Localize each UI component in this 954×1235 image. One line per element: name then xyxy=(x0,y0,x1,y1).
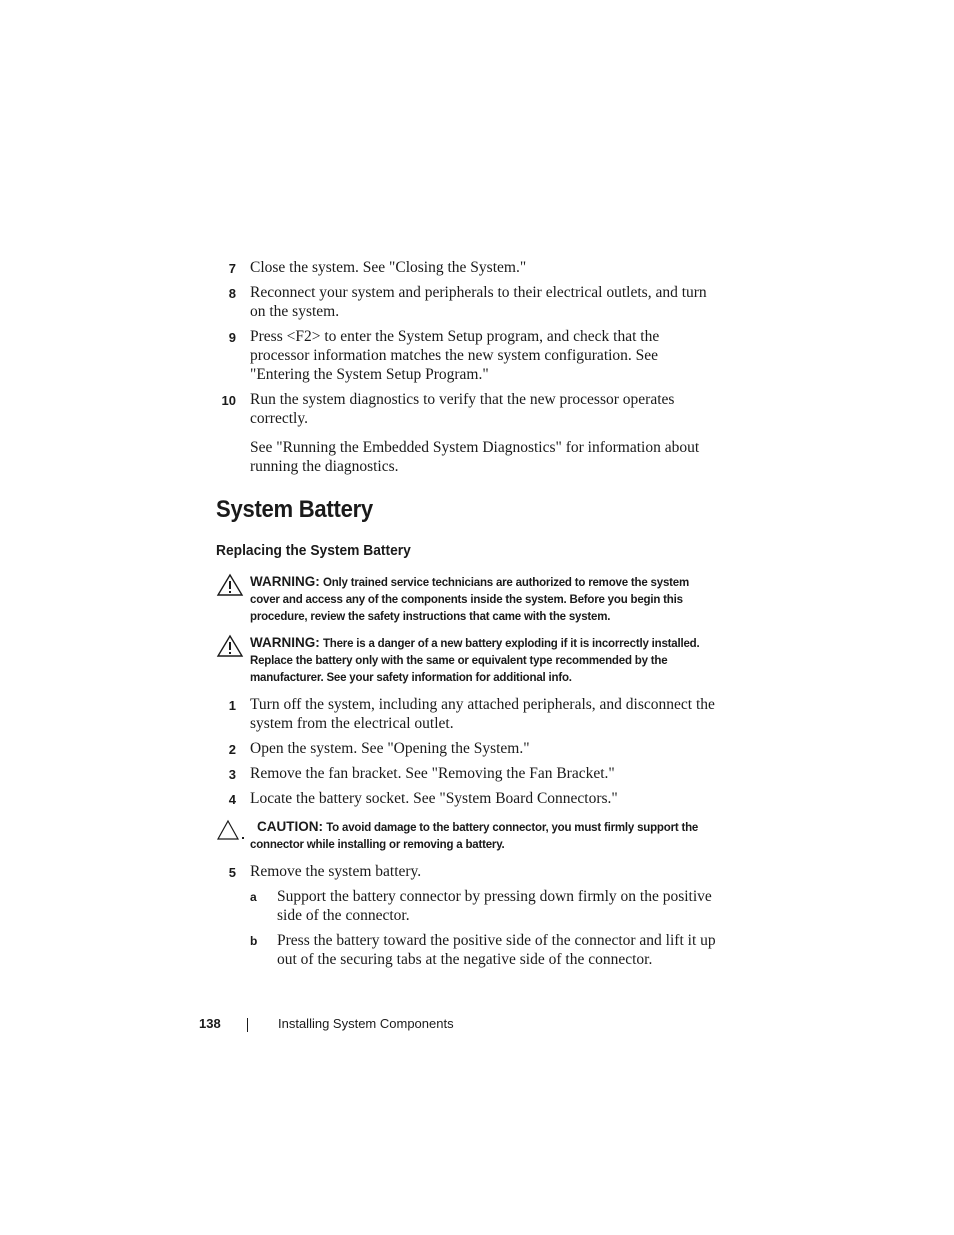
step-number: 1 xyxy=(228,698,236,713)
step-number: 2 xyxy=(228,742,236,757)
step-number: 4 xyxy=(228,792,236,807)
substep-text: Support the battery connector by pressing down firmly on the positive side of the connector. xyxy=(277,888,712,924)
step-number: 3 xyxy=(228,767,236,782)
list-item xyxy=(216,764,716,783)
list-item xyxy=(216,789,716,808)
subsection-title: Replacing the System Battery xyxy=(216,542,411,559)
page-content xyxy=(216,258,716,975)
step-text: Locate the battery socket. See "System Board Connectors." xyxy=(250,790,618,807)
step-text: Press <F2> to enter the System Setup program, and check that the processor information matches the new system configuration. See "Entering the System Setup Program." xyxy=(250,328,660,383)
step-number: 8 xyxy=(228,286,236,301)
step-text: Reconnect your system and peripherals to their electrical outlets, and turn on the system. xyxy=(250,284,707,320)
step-text: Run the system diagnostics to verify that the new processor operates correctly. xyxy=(250,391,675,427)
step-number: 7 xyxy=(228,261,236,276)
substep-text: Press the battery toward the positive side of the connector and lift it up out of the securing tabs at the negative side of the connector. xyxy=(277,932,716,968)
warning-notice xyxy=(216,573,716,626)
list-item xyxy=(216,695,716,733)
list-item xyxy=(216,327,716,384)
caution-notice xyxy=(216,818,716,854)
step-text: Remove the fan bracket. See "Removing the Fan Bracket." xyxy=(250,765,615,782)
list-item xyxy=(216,739,716,758)
step-number: 10 xyxy=(221,393,236,408)
warning-text: Only trained service technicians are authorized to remove the system cover and access any of the components inside the system. Before you begin this procedure, review the safety instructions that came with the system. xyxy=(250,577,689,623)
step-text: Open the system. See "Opening the System." xyxy=(250,740,530,757)
warning-notice xyxy=(216,634,716,687)
warning-label: WARNING: xyxy=(250,574,320,589)
list-item xyxy=(216,258,716,277)
warning-triangle-icon xyxy=(216,634,244,658)
substep-letter: b xyxy=(250,934,258,948)
step-note: See "Running the Embedded System Diagnostics" for information about running the diagnostics. xyxy=(250,439,700,475)
substep-letter: a xyxy=(250,890,257,904)
chapter-title: Installing System Components xyxy=(278,1016,454,1031)
caution-triangle-icon xyxy=(216,818,244,842)
sub-list-item xyxy=(216,931,716,969)
step-number: 5 xyxy=(228,865,236,880)
step-number: 9 xyxy=(228,330,236,345)
step-text: Turn off the system, including any attached peripherals, and disconnect the system from the electrical outlet. xyxy=(250,696,715,732)
list-item xyxy=(216,283,716,321)
sub-list-item xyxy=(216,887,716,925)
caution-label: CAUTION: xyxy=(257,819,323,834)
step-text: Close the system. See "Closing the System." xyxy=(250,259,527,276)
warning-text: There is a danger of a new battery exploding if it is incorrectly installed. Replace the battery only with the same or equivalent type recommended by the manufacturer. See your safety information for additional info. xyxy=(250,638,700,684)
caution-text: To avoid damage to the battery connector, you must firmly support the connector while installing or removing a battery. xyxy=(250,822,699,851)
warning-triangle-icon xyxy=(216,573,244,597)
section-title: System Battery xyxy=(216,496,373,523)
footer-divider xyxy=(247,1018,248,1032)
step-text: Remove the system battery. xyxy=(250,863,422,880)
page-number: 138 xyxy=(199,1016,221,1031)
warning-label: WARNING: xyxy=(250,635,320,650)
list-item xyxy=(216,862,716,881)
list-item xyxy=(216,390,716,428)
